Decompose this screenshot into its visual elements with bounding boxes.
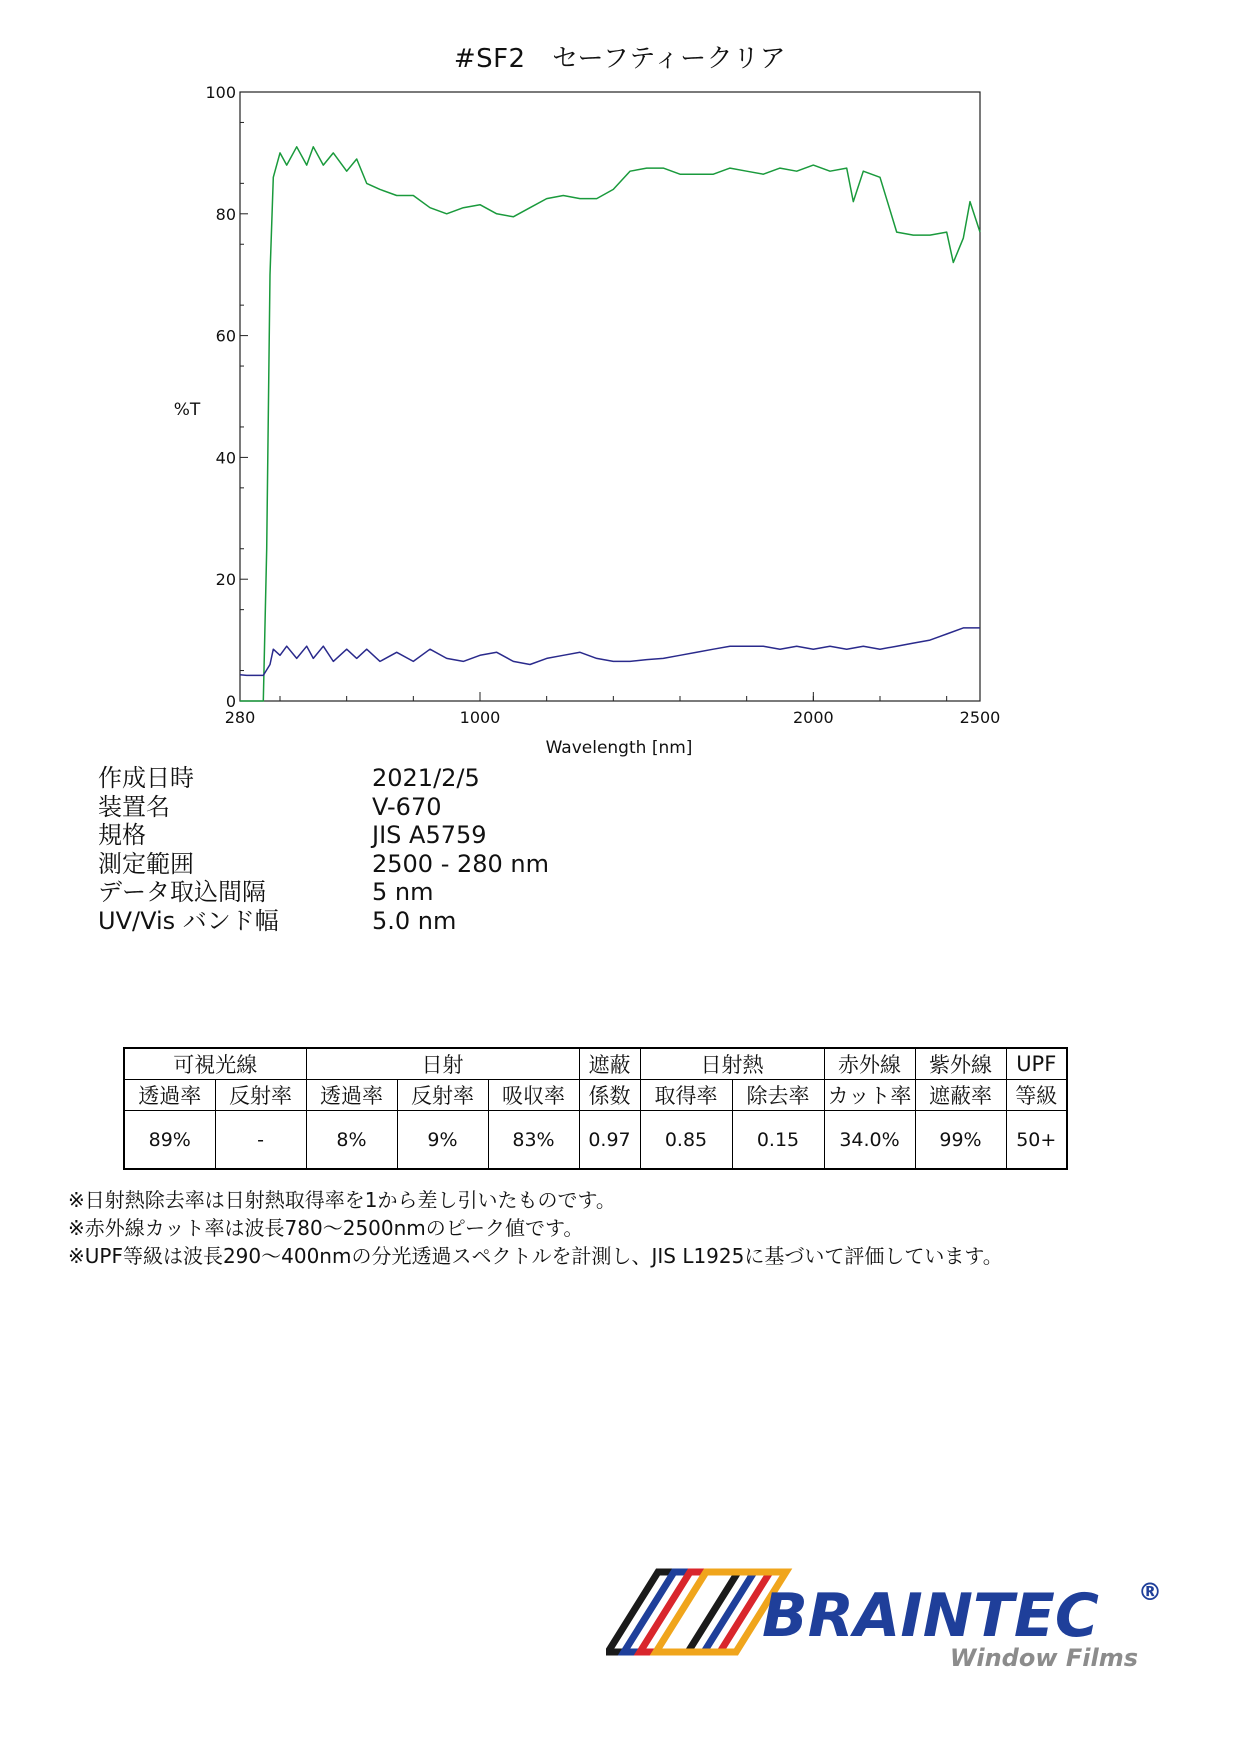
chart-series — [240, 147, 980, 701]
spec-row — [98, 850, 549, 879]
y-tick-label: 100 — [205, 83, 236, 102]
header-ir-top: 赤外線 — [824, 1048, 915, 1080]
y-axis-label: %T — [173, 400, 201, 420]
y-tick-label: 80 — [215, 204, 236, 224]
header-shading-bottom: 係数 — [579, 1080, 640, 1111]
header-uv-bottom: 遮蔽率 — [915, 1080, 1006, 1111]
logo-stripes-icon — [608, 1572, 786, 1652]
header-solar: 日射 — [306, 1048, 579, 1080]
table-header-row — [124, 1048, 1067, 1080]
value-uv-block: 99% — [915, 1111, 1006, 1170]
value-heat-rejection: 0.15 — [732, 1111, 824, 1170]
logo-registered-mark: ® — [1138, 1578, 1162, 1606]
y-tick-label: 0 — [225, 692, 236, 711]
measurement-specs — [98, 764, 549, 935]
header-uv-top: 紫外線 — [915, 1048, 1006, 1080]
spec-key: 規格 — [98, 821, 146, 849]
value-sol-absorptance: 83% — [488, 1111, 579, 1170]
spec-value: V-670 — [372, 792, 442, 821]
spec-value: JIS A5759 — [372, 821, 487, 849]
header-vis-reflectance: 反射率 — [215, 1080, 306, 1111]
spec-row — [98, 878, 549, 907]
footnote: ※UPF等級は波長290～400nmの分光透過スペクトルを計測し、JIS L1925に基づいて評価しています。 — [68, 1244, 1003, 1268]
spec-value: 2021/2/5 — [372, 764, 480, 792]
spec-key: 装置名 — [98, 792, 170, 821]
y-tick-label: 40 — [215, 448, 236, 468]
table-row — [124, 1111, 1067, 1170]
table-subheader-row — [124, 1080, 1067, 1111]
braintec-logo — [606, 1568, 1166, 1678]
header-sol-reflectance: 反射率 — [397, 1080, 488, 1111]
x-tick-label: 2000 — [792, 708, 834, 727]
series-line-1 — [240, 147, 980, 701]
transmission-chart — [150, 80, 1030, 770]
value-vis-transmittance: 89% — [124, 1111, 215, 1170]
spec-row — [98, 821, 549, 850]
spec-key: 測定範囲 — [98, 849, 194, 878]
spec-key: データ取込間隔 — [98, 878, 266, 906]
value-shading-coefficient: 0.97 — [579, 1111, 640, 1170]
header-visible-light: 可視光線 — [124, 1048, 306, 1080]
value-sol-reflectance: 9% — [397, 1111, 488, 1170]
header-heat-rejection: 除去率 — [732, 1080, 824, 1111]
spec-key: UV/Vis バンド幅 — [98, 906, 279, 935]
value-upf: 50+ — [1006, 1111, 1067, 1170]
header-solar-heat: 日射熱 — [640, 1048, 824, 1080]
page-title: #SF2 セーフティークリア — [453, 44, 787, 74]
header-shading-top: 遮蔽 — [579, 1048, 640, 1080]
footnote: ※赤外線カット率は波長780～2500nmのピーク値です。 — [68, 1216, 584, 1240]
spec-row — [98, 907, 549, 936]
performance-table — [123, 1047, 1068, 1170]
value-heat-gain: 0.85 — [640, 1111, 732, 1170]
spec-value: 5 nm — [372, 878, 434, 906]
series-line-2 — [240, 628, 980, 676]
header-sol-absorptance: 吸収率 — [488, 1080, 579, 1111]
value-sol-transmittance: 8% — [306, 1111, 397, 1170]
header-upf-bottom: 等級 — [1006, 1080, 1067, 1111]
header-ir-bottom: カット率 — [824, 1080, 915, 1111]
x-axis-label: Wavelength [nm] — [545, 738, 693, 758]
footnotes — [68, 1186, 1003, 1270]
spec-row — [98, 764, 549, 793]
value-ir-cut: 34.0% — [824, 1111, 915, 1170]
plot-frame — [240, 92, 980, 701]
spec-value: 2500 - 280 nm — [372, 849, 550, 878]
spec-key: 作成日時 — [98, 764, 194, 792]
header-upf-top: UPF — [1006, 1048, 1067, 1080]
x-tick-label: 2500 — [959, 708, 1001, 727]
value-vis-reflectance: - — [215, 1111, 306, 1170]
header-sol-transmittance: 透過率 — [306, 1080, 397, 1111]
spec-row — [98, 793, 549, 822]
header-vis-transmittance: 透過率 — [124, 1080, 215, 1111]
y-tick-label: 60 — [215, 326, 236, 346]
logo-brand-text: BRAINTEC — [762, 1581, 1099, 1651]
x-tick-label: 280 — [224, 708, 256, 727]
spec-value: 5.0 nm — [372, 906, 457, 935]
footnote: ※日射熱除去率は日射熱取得率を1から差し引いたものです。 — [68, 1188, 616, 1212]
logo-tagline: Window Films — [949, 1644, 1138, 1672]
x-tick-label: 1000 — [459, 708, 501, 727]
y-tick-label: 20 — [215, 570, 236, 590]
header-heat-gain: 取得率 — [640, 1080, 732, 1111]
